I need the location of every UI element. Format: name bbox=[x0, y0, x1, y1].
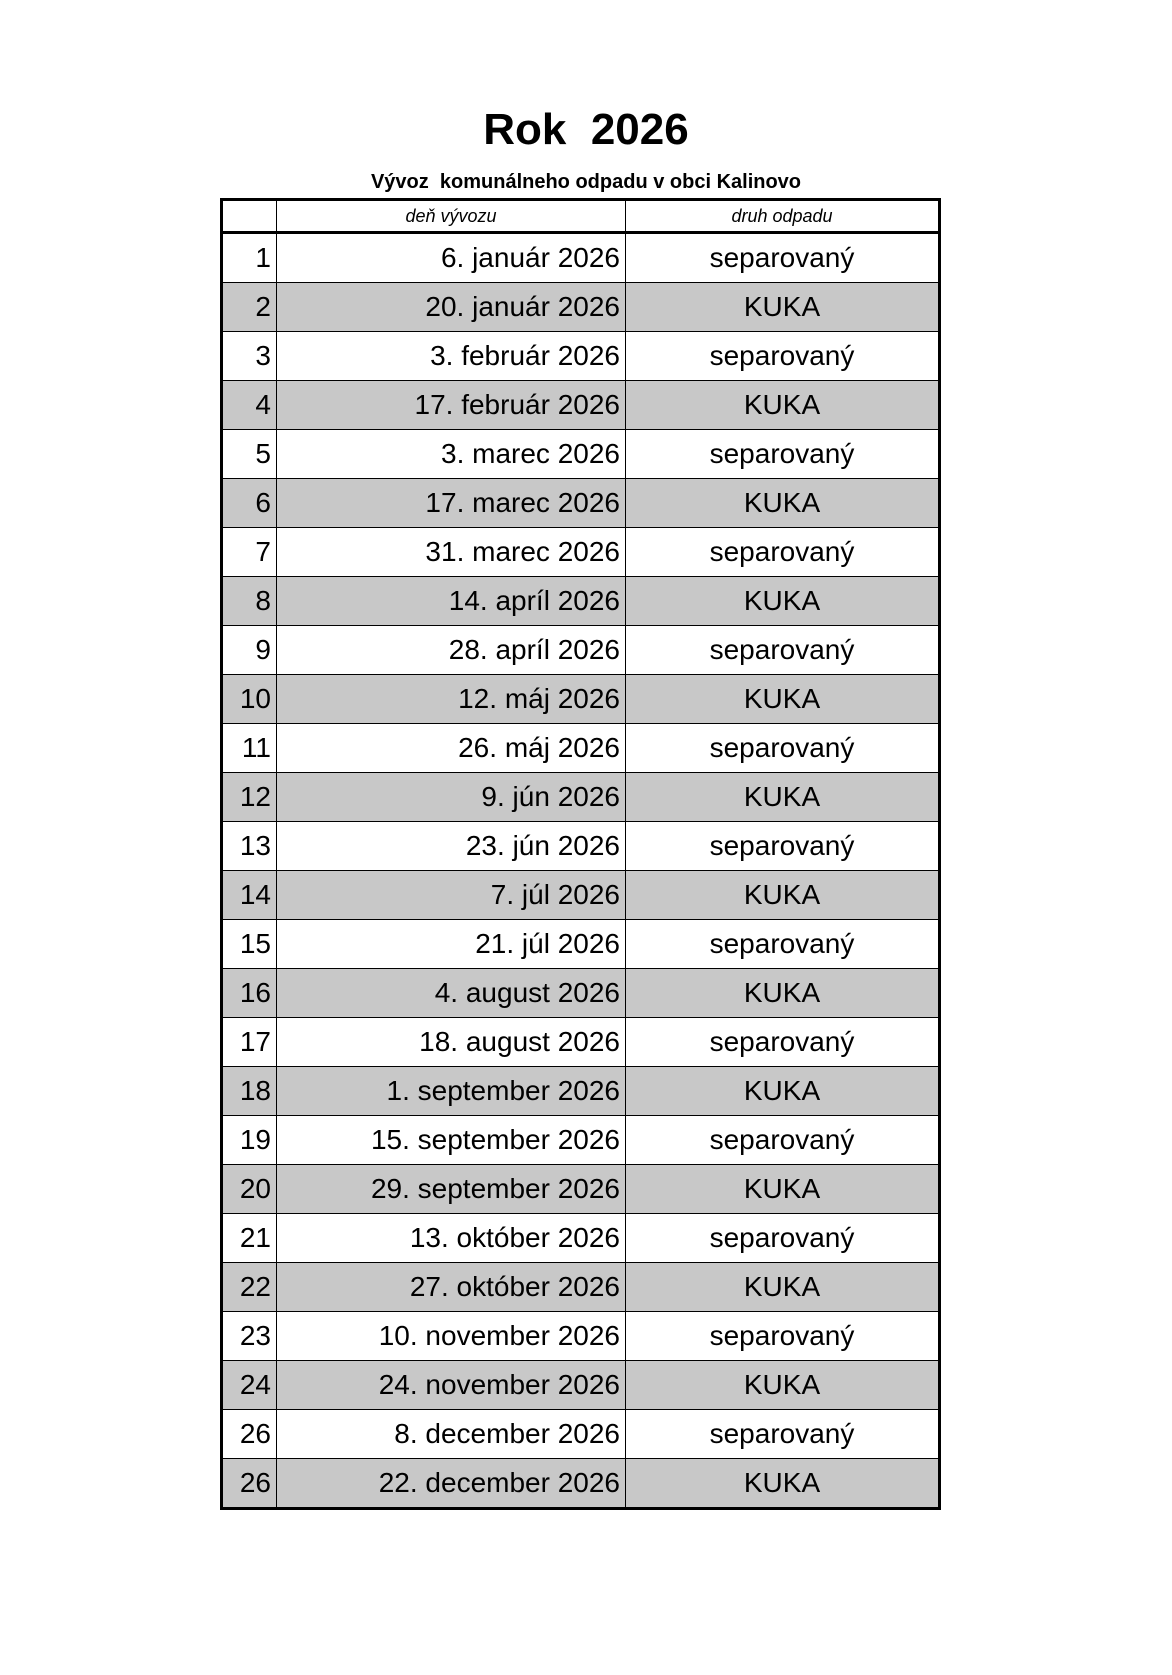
table-row bbox=[222, 1263, 940, 1312]
row-number: 6 bbox=[222, 479, 277, 528]
row-waste-type: KUKA bbox=[626, 479, 940, 528]
row-date: 18. august 2026 bbox=[277, 1018, 626, 1067]
table-row bbox=[222, 528, 940, 577]
row-number: 14 bbox=[222, 871, 277, 920]
schedule-table bbox=[220, 198, 941, 1510]
row-number: 21 bbox=[222, 1214, 277, 1263]
row-waste-type: separovaný bbox=[626, 920, 940, 969]
row-number: 9 bbox=[222, 626, 277, 675]
row-waste-type: KUKA bbox=[626, 381, 940, 430]
row-number: 19 bbox=[222, 1116, 277, 1165]
row-number: 15 bbox=[222, 920, 277, 969]
table-row bbox=[222, 773, 940, 822]
row-date: 12. máj 2026 bbox=[277, 675, 626, 724]
row-number: 4 bbox=[222, 381, 277, 430]
row-date: 13. október 2026 bbox=[277, 1214, 626, 1263]
row-date: 9. jún 2026 bbox=[277, 773, 626, 822]
row-waste-type: KUKA bbox=[626, 1067, 940, 1116]
table-row bbox=[222, 1361, 940, 1410]
row-date: 23. jún 2026 bbox=[277, 822, 626, 871]
row-date: 8. december 2026 bbox=[277, 1410, 626, 1459]
row-number: 20 bbox=[222, 1165, 277, 1214]
row-number: 3 bbox=[222, 332, 277, 381]
row-date: 15. september 2026 bbox=[277, 1116, 626, 1165]
row-number: 26 bbox=[222, 1410, 277, 1459]
table-row bbox=[222, 577, 940, 626]
table-row bbox=[222, 822, 940, 871]
row-waste-type: KUKA bbox=[626, 1263, 940, 1312]
row-date: 3. február 2026 bbox=[277, 332, 626, 381]
row-number: 26 bbox=[222, 1459, 277, 1509]
row-waste-type: KUKA bbox=[626, 871, 940, 920]
row-date: 17. marec 2026 bbox=[277, 479, 626, 528]
table-row bbox=[222, 1459, 940, 1509]
table-row bbox=[222, 283, 940, 332]
row-waste-type: separovaný bbox=[626, 528, 940, 577]
header-number bbox=[222, 200, 277, 233]
row-waste-type: KUKA bbox=[626, 1361, 940, 1410]
row-date: 14. apríl 2026 bbox=[277, 577, 626, 626]
row-waste-type: separovaný bbox=[626, 233, 940, 283]
row-date: 27. október 2026 bbox=[277, 1263, 626, 1312]
row-number: 23 bbox=[222, 1312, 277, 1361]
row-waste-type: KUKA bbox=[626, 969, 940, 1018]
table-row bbox=[222, 920, 940, 969]
row-waste-type: separovaný bbox=[626, 1312, 940, 1361]
row-number: 17 bbox=[222, 1018, 277, 1067]
row-date: 6. január 2026 bbox=[277, 233, 626, 283]
table-row bbox=[222, 1214, 940, 1263]
row-date: 1. september 2026 bbox=[277, 1067, 626, 1116]
row-number: 18 bbox=[222, 1067, 277, 1116]
row-waste-type: separovaný bbox=[626, 822, 940, 871]
table-row bbox=[222, 1165, 940, 1214]
row-number: 10 bbox=[222, 675, 277, 724]
row-waste-type: separovaný bbox=[626, 724, 940, 773]
row-number: 8 bbox=[222, 577, 277, 626]
row-date: 26. máj 2026 bbox=[277, 724, 626, 773]
row-date: 3. marec 2026 bbox=[277, 430, 626, 479]
row-waste-type: separovaný bbox=[626, 1018, 940, 1067]
row-number: 12 bbox=[222, 773, 277, 822]
row-date: 20. január 2026 bbox=[277, 283, 626, 332]
row-number: 11 bbox=[222, 724, 277, 773]
row-waste-type: KUKA bbox=[626, 1165, 940, 1214]
table-row bbox=[222, 332, 940, 381]
row-number: 1 bbox=[222, 233, 277, 283]
row-waste-type: separovaný bbox=[626, 1116, 940, 1165]
row-number: 7 bbox=[222, 528, 277, 577]
row-date: 24. november 2026 bbox=[277, 1361, 626, 1410]
table-row bbox=[222, 724, 940, 773]
row-date: 4. august 2026 bbox=[277, 969, 626, 1018]
table-row bbox=[222, 1116, 940, 1165]
table-row bbox=[222, 479, 940, 528]
row-waste-type: KUKA bbox=[626, 1459, 940, 1509]
row-waste-type: separovaný bbox=[626, 1214, 940, 1263]
header-waste-type: druh odpadu bbox=[626, 200, 940, 233]
row-number: 22 bbox=[222, 1263, 277, 1312]
row-date: 21. júl 2026 bbox=[277, 920, 626, 969]
table-row bbox=[222, 430, 940, 479]
table-row bbox=[222, 1067, 940, 1116]
row-waste-type: KUKA bbox=[626, 675, 940, 724]
row-date: 10. november 2026 bbox=[277, 1312, 626, 1361]
row-waste-type: separovaný bbox=[626, 332, 940, 381]
table-row bbox=[222, 626, 940, 675]
page-subtitle: Vývoz komunálneho odpadu v obci Kalinovo bbox=[370, 171, 802, 193]
table-row bbox=[222, 675, 940, 724]
row-date: 31. marec 2026 bbox=[277, 528, 626, 577]
row-waste-type: KUKA bbox=[626, 577, 940, 626]
table-row bbox=[222, 381, 940, 430]
row-number: 13 bbox=[222, 822, 277, 871]
table-row bbox=[222, 233, 940, 283]
header-date: deň vývozu bbox=[277, 200, 626, 233]
row-date: 29. september 2026 bbox=[277, 1165, 626, 1214]
row-waste-type: separovaný bbox=[626, 1410, 940, 1459]
page-title: Rok 2026 bbox=[483, 105, 689, 154]
row-number: 24 bbox=[222, 1361, 277, 1410]
row-date: 17. február 2026 bbox=[277, 381, 626, 430]
row-number: 2 bbox=[222, 283, 277, 332]
table-header-row bbox=[222, 200, 940, 233]
row-waste-type: separovaný bbox=[626, 430, 940, 479]
table-row bbox=[222, 1018, 940, 1067]
table-row bbox=[222, 1410, 940, 1459]
table-row bbox=[222, 969, 940, 1018]
row-number: 5 bbox=[222, 430, 277, 479]
row-date: 7. júl 2026 bbox=[277, 871, 626, 920]
row-waste-type: KUKA bbox=[626, 773, 940, 822]
row-date: 28. apríl 2026 bbox=[277, 626, 626, 675]
table-row bbox=[222, 1312, 940, 1361]
row-date: 22. december 2026 bbox=[277, 1459, 626, 1509]
row-waste-type: KUKA bbox=[626, 283, 940, 332]
table-row bbox=[222, 871, 940, 920]
row-waste-type: separovaný bbox=[626, 626, 940, 675]
row-number: 16 bbox=[222, 969, 277, 1018]
